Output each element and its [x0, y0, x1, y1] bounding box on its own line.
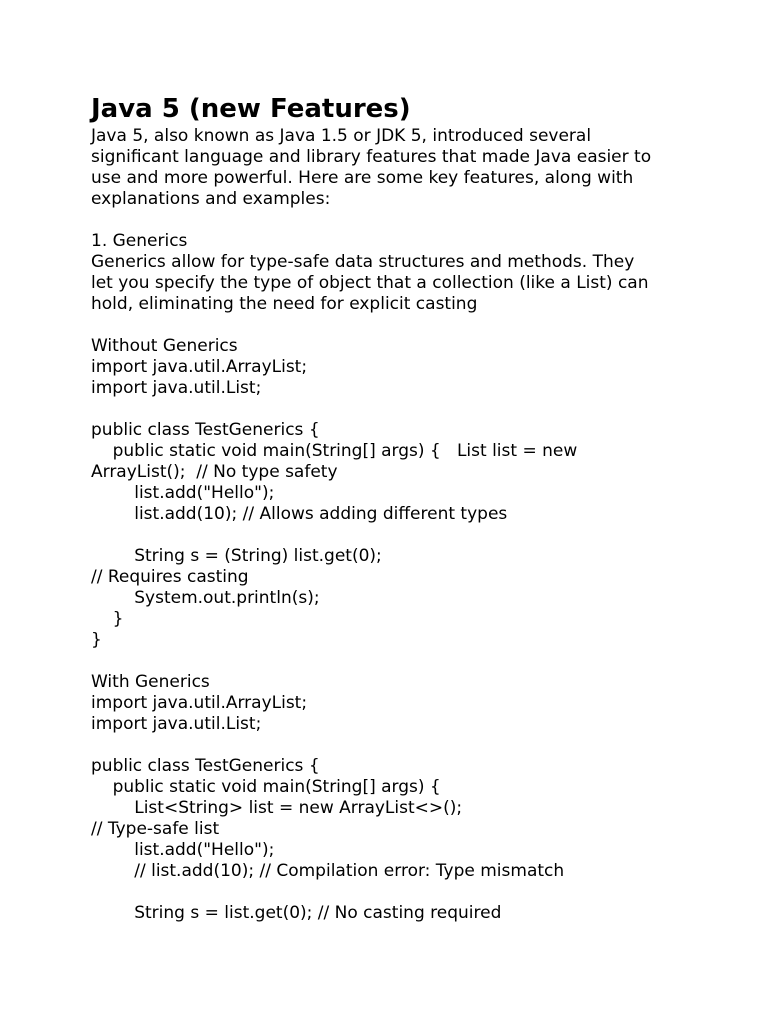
text-line: use and more powerful. Here are some key features, along with: [91, 168, 634, 188]
section-heading: 1. Generics: [91, 231, 188, 251]
code-line: import java.util.ArrayList;: [91, 357, 308, 377]
blank-line: [91, 882, 751, 903]
code-line: list.add(10); // Allows adding different types: [91, 504, 508, 524]
code-line: // list.add(10); // Compilation error: Type mismatch: [91, 861, 565, 881]
code-line: public static void main(String[] args) {: [91, 777, 441, 797]
text-line: Java 5, also known as Java 1.5 or JDK 5, introduced several: [91, 126, 592, 146]
blank-line: [91, 399, 751, 420]
code-line: public class TestGenerics {: [91, 420, 320, 440]
text-line: significant language and library features that made Java easier to: [91, 147, 652, 167]
text-line: hold, eliminating the need for explicit casting: [91, 294, 478, 314]
code-line: public class TestGenerics {: [91, 756, 320, 776]
code-line: public static void main(String[] args) { List list = new: [91, 441, 578, 461]
code-line: list.add("Hello");: [91, 840, 275, 860]
document-title: Java 5 (new Features): [91, 94, 411, 124]
code-line: ArrayList(); // No type safety: [91, 462, 338, 482]
code-line: import java.util.List;: [91, 378, 262, 398]
code-line: import java.util.ArrayList;: [91, 693, 308, 713]
code-line: list.add("Hello");: [91, 483, 275, 503]
code-line: System.out.println(s);: [91, 588, 320, 608]
code-line: // Type-safe list: [91, 819, 220, 839]
document-page: [91, 93, 751, 924]
code-line: String s = list.get(0); // No casting required: [91, 903, 502, 923]
code-line: String s = (String) list.get(0);: [91, 546, 382, 566]
blank-line: [91, 315, 751, 336]
blank-line: [91, 210, 751, 231]
blank-line: [91, 651, 751, 672]
text-line: explanations and examples:: [91, 189, 331, 209]
code-line: List<String> list = new ArrayList<>();: [91, 798, 463, 818]
subsection-heading: Without Generics: [91, 336, 238, 356]
code-line: // Requires casting: [91, 567, 249, 587]
blank-line: [91, 525, 751, 546]
text-line: let you specify the type of object that a collection (like a List) can: [91, 273, 649, 293]
text-line: Generics allow for type-safe data structures and methods. They: [91, 252, 635, 272]
code-line: }: [91, 630, 102, 650]
subsection-heading: With Generics: [91, 672, 210, 692]
code-line: import java.util.List;: [91, 714, 262, 734]
blank-line: [91, 735, 751, 756]
code-line: }: [91, 609, 124, 629]
